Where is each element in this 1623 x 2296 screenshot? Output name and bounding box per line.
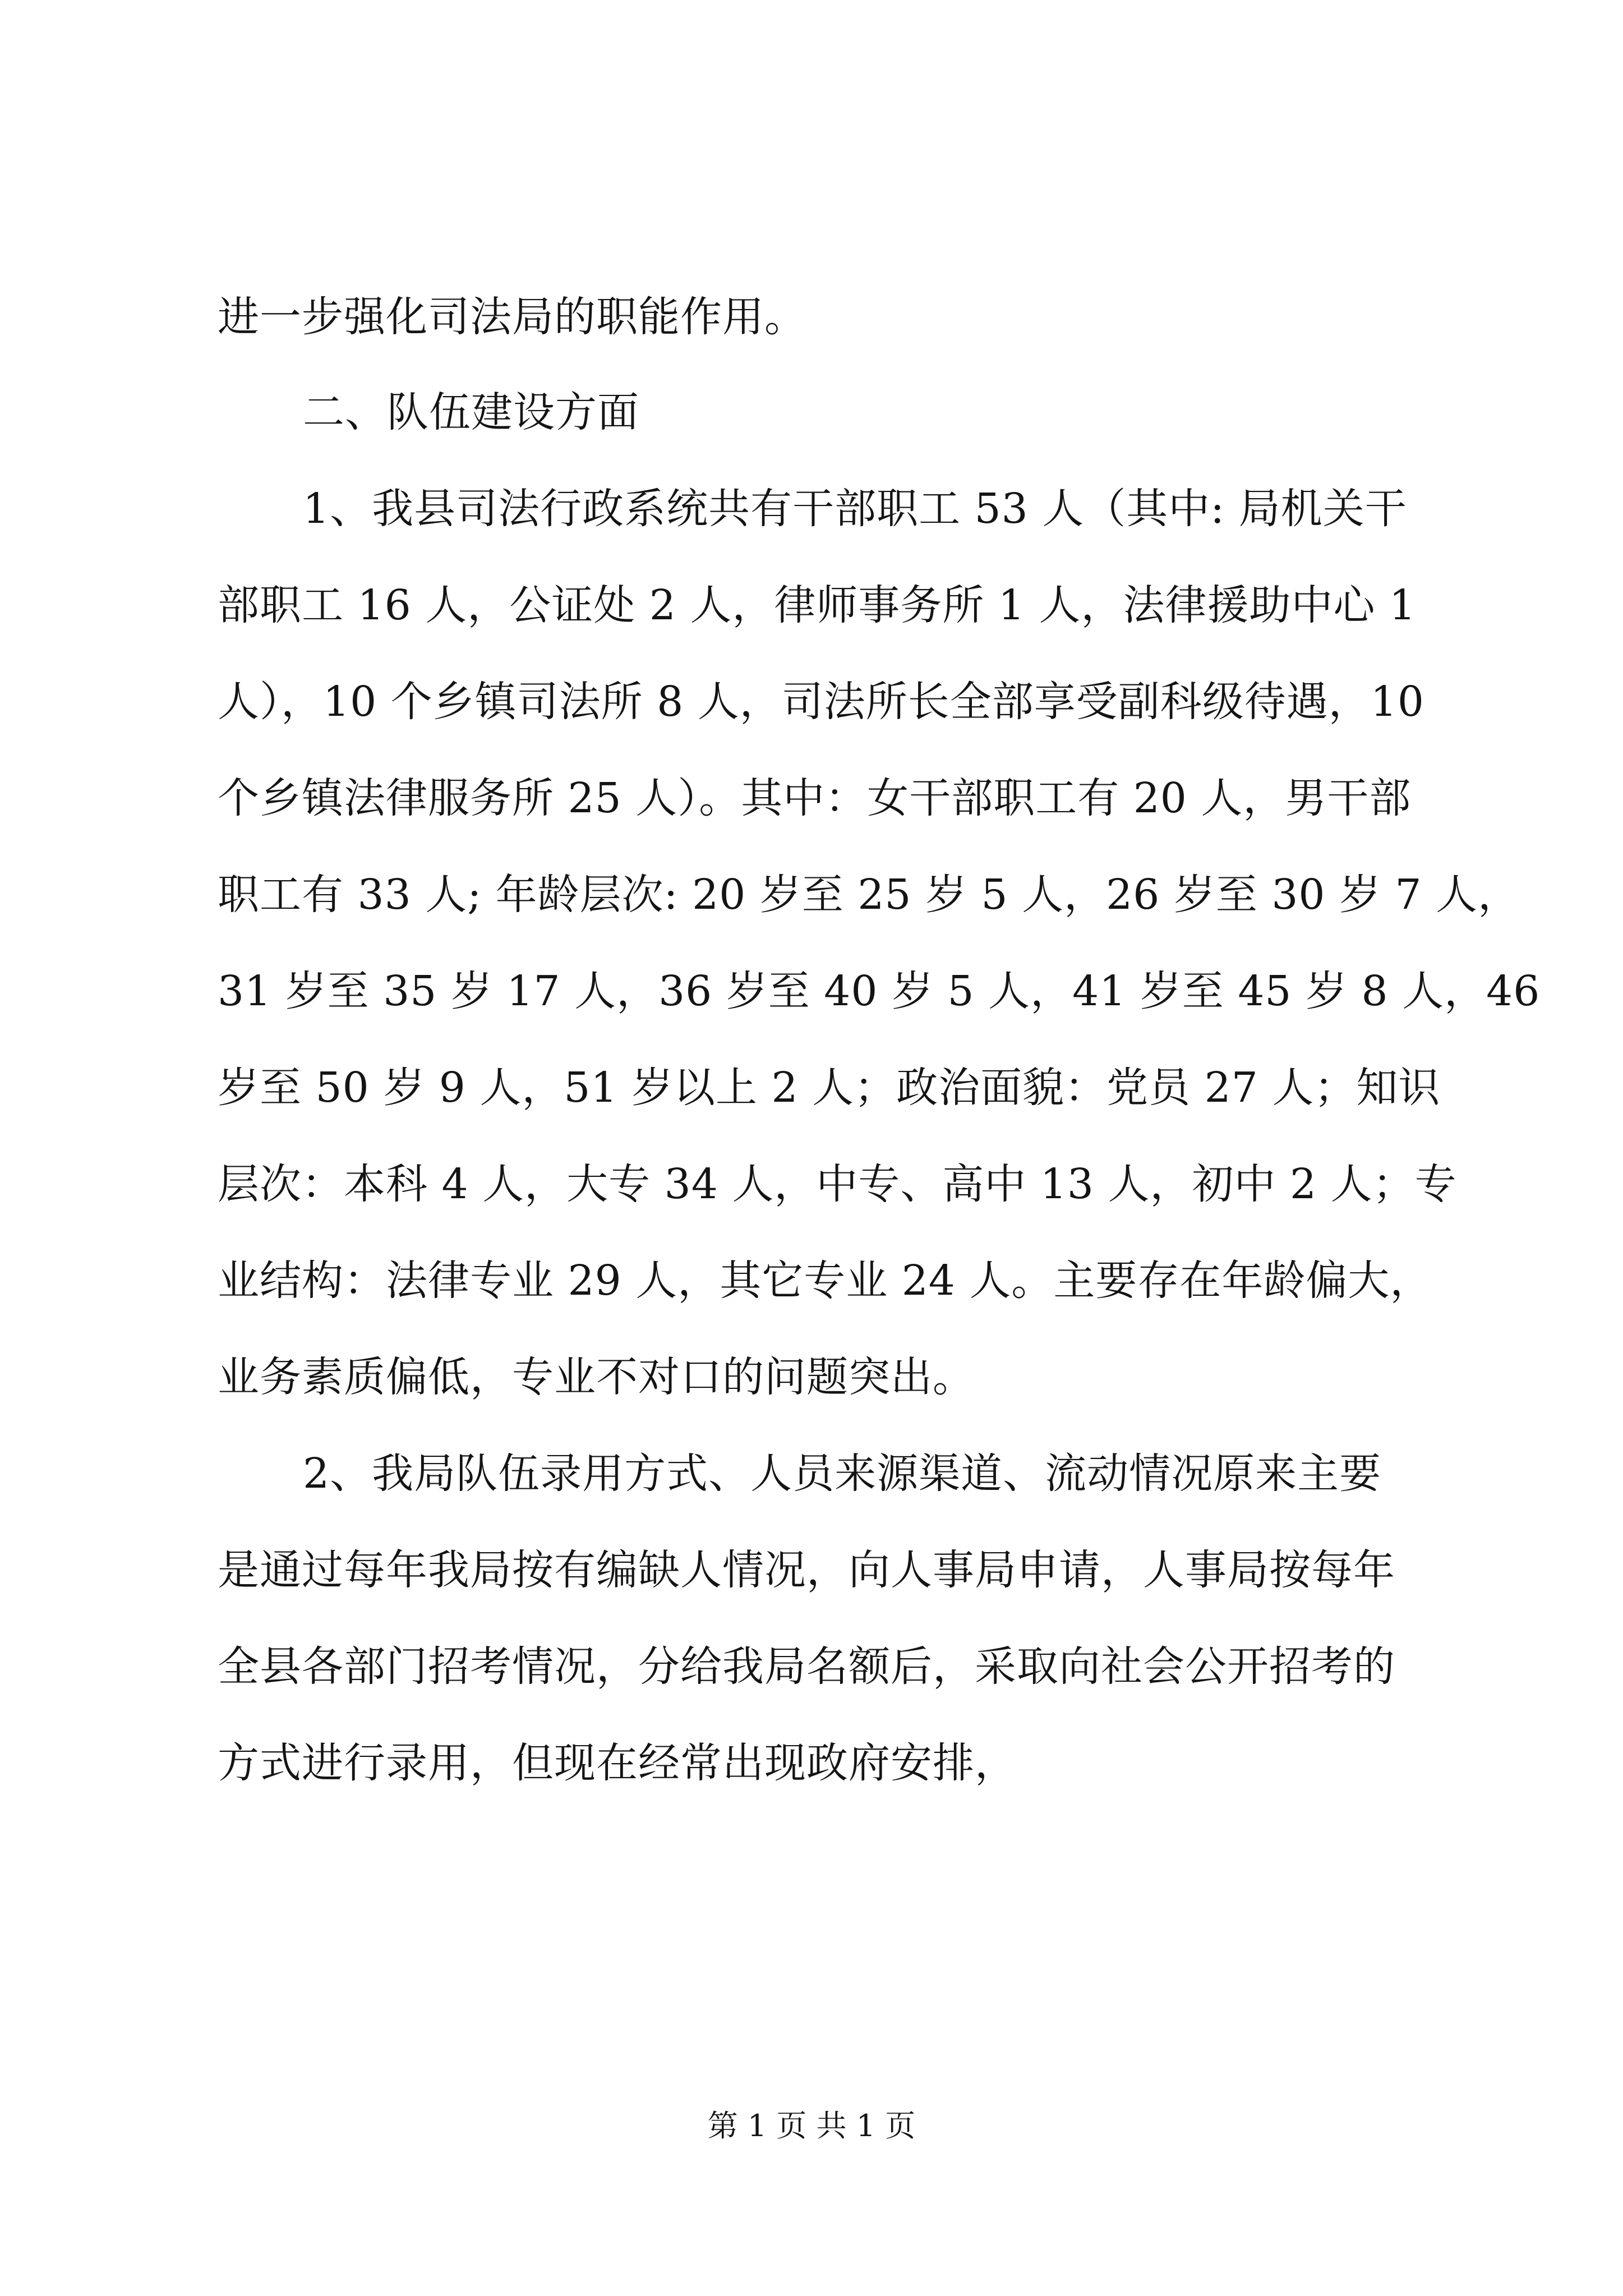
paragraph-2-line-3: 全县各部门招考情况，分给我局名额后，采取向社会公开招考的 bbox=[218, 1642, 1395, 1691]
paragraph-2-line-4: 方式进行录用，但现在经常出现政府安排， bbox=[218, 1739, 1017, 1787]
paragraph-2-line-1: 2、我局队伍录用方式、人员来源渠道、流动情况原来主要 bbox=[303, 1450, 1382, 1498]
paragraph-1-line-7: 岁至 50 岁 9 人，51 岁以上 2 人；政治面貌：党员 27 人；知识 bbox=[218, 1064, 1441, 1112]
paragraph-1-line-1: 1、我县司法行政系统共有干部职工 53 人（其中: 局机关干 bbox=[303, 485, 1407, 533]
paragraph-2-line-2: 是通过每年我局按有编缺人情况，向人事局申请，人事局按每年 bbox=[218, 1546, 1395, 1594]
section-heading: 二、队伍建设方面 bbox=[303, 388, 639, 436]
paragraph-1-line-8: 层次：本科 4 人，大专 34 人，中专、高中 13 人，初中 2 人；专 bbox=[218, 1160, 1457, 1208]
text-line-1: 进一步强化司法局的职能作用。 bbox=[218, 293, 806, 341]
paragraph-1-line-4: 个乡镇法律服务所 25 人）。其中：女干部职工有 20 人，男干部 bbox=[218, 774, 1412, 822]
paragraph-1-line-9: 业结构：法律专业 29 人，其它专业 24 人。主要存在年龄偏大， bbox=[218, 1257, 1432, 1305]
paragraph-1-line-6: 31 岁至 35 岁 17 人，36 岁至 40 岁 5 人，41 岁至 45 岁 8 人，46 bbox=[218, 967, 1541, 1015]
paragraph-1-line-10: 业务素质偏低，专业不对口的问题突出。 bbox=[218, 1353, 975, 1401]
paragraph-1-line-3: 人），10 个乡镇司法所 8 人，司法所长全部享受副科级待遇，10 bbox=[218, 678, 1424, 726]
paragraph-1-line-5: 职工有 33 人; 年龄层次: 20 岁至 25 岁 5 人，26 岁至 30 岁 7 人， bbox=[218, 871, 1520, 919]
paragraph-1-line-2: 部职工 16 人，公证处 2 人，律师事务所 1 人，法律援助中心 1 bbox=[218, 581, 1417, 629]
page-number-footer: 第 1 页 共 1 页 bbox=[707, 2108, 916, 2143]
